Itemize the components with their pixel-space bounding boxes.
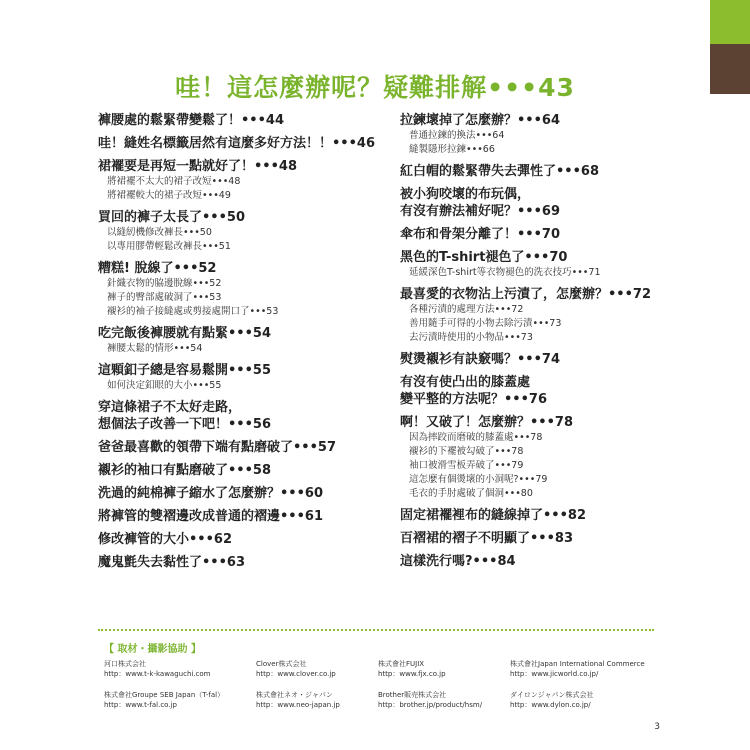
toc-subentry: 襯衫的下襬被勾破了•••78 — [409, 446, 524, 457]
toc-subentry: 毛衣的手肘處破了個洞•••80 — [409, 488, 533, 499]
credit-name: 株式會社FUJIX — [378, 660, 425, 668]
toc-entry: 魔鬼氈失去黏性了•••63 — [98, 555, 246, 570]
toc-entry: 洗過的純棉褲子縮水了怎麼辦？•••60 — [98, 486, 324, 501]
toc-section — [98, 439, 398, 456]
page-title: 哇！這怎麼辦呢？疑難排解•••43 — [175, 73, 575, 102]
toc-subentry: 將裙襬較大的裙子改短•••49 — [107, 190, 231, 201]
toc-section — [400, 186, 700, 220]
credit-url: http：www.clover.co.jp — [256, 670, 336, 678]
toc-section — [400, 351, 700, 368]
credit-item — [378, 690, 518, 710]
toc-section — [98, 554, 398, 571]
toc-section — [400, 530, 700, 547]
toc-section — [98, 158, 398, 203]
toc-section — [400, 553, 700, 570]
credit-url: http：www.t-k-kawaguchi.com — [104, 670, 211, 678]
toc-entry: 買回的褲子太長了•••50 — [98, 210, 246, 225]
credit-url: http：www.neo-japan.jp — [256, 701, 340, 709]
toc-entry: 爸爸最喜歡的領帶下端有點磨破了•••57 — [98, 440, 337, 455]
toc-section — [98, 135, 398, 152]
toc-subentry: 延緩深色T-shirt等衣物褪色的洗衣技巧•••71 — [409, 267, 601, 278]
toc-entry: 最喜愛的衣物沾上污漬了，怎麼辦？•••72 — [400, 287, 652, 302]
toc-subentry: 針織衣物的脇邊脫線•••52 — [107, 278, 222, 289]
toc-entry: 糟糕! 脫線了•••52 — [98, 261, 217, 276]
toc-entry: 褲腰處的鬆緊帶變鬆了！•••44 — [98, 113, 285, 128]
toc-right-column — [400, 112, 700, 576]
toc-subentry: 善用隨手可得的小物去除污漬•••73 — [409, 318, 562, 329]
toc-subentry: 普通拉鍊的換法•••64 — [409, 130, 505, 141]
toc-section — [400, 507, 700, 524]
toc-entry: 吃完飯後褲腰就有點緊•••54 — [98, 326, 272, 341]
toc-entry: 裙襬要是再短一點就好了！•••48 — [98, 159, 298, 174]
toc-subentry: 如何決定釦眼的大小•••55 — [107, 380, 222, 391]
toc-section — [98, 362, 398, 393]
credit-item — [104, 659, 244, 679]
toc-entry: 傘布和骨架分離了！•••70 — [400, 227, 561, 242]
toc-entry: 紅白帽的鬆緊帶失去彈性了•••68 — [400, 164, 600, 179]
toc-section — [400, 249, 700, 280]
credit-name: Brother販売株式会社 — [378, 691, 447, 699]
toc-section — [400, 374, 700, 408]
toc-section — [400, 163, 700, 180]
toc-entry: 拉鍊壞掉了怎麼辦？•••64 — [400, 113, 561, 128]
credit-url: http：www.fjx.co.jp — [378, 670, 446, 678]
toc-section — [98, 508, 398, 525]
toc-section — [400, 226, 700, 243]
toc-subentry: 縫製隱形拉鍊•••66 — [409, 144, 495, 155]
toc-section — [98, 112, 398, 129]
credit-name: 株式會社Groupe SEB Japan（T-fal） — [104, 691, 225, 699]
credit-item — [510, 659, 650, 679]
toc-section — [98, 325, 398, 356]
toc-section — [98, 462, 398, 479]
credits-title: 【 取材・攝影協助 】 — [104, 644, 201, 655]
credit-item — [256, 690, 396, 710]
toc-subentry: 去污漬時使用的小物品•••73 — [409, 332, 533, 343]
toc-subentry: 這怎麼有個燙壞的小洞呢?•••79 — [409, 474, 548, 485]
credit-name: Clover株式会社 — [256, 660, 307, 668]
toc-subentry: 襯衫的袖子接縫處或剪接處開口了•••53 — [107, 306, 279, 317]
toc-entry: 固定裙襬裡布的縫線掉了•••82 — [400, 508, 587, 523]
credit-url: http：brother.jp/product/hsm/ — [378, 701, 483, 709]
toc-section — [98, 485, 398, 502]
toc-entry: 哇！縫姓名標籤居然有這麼多好方法！！•••46 — [98, 136, 376, 151]
credit-name: 株式會社ネオ・ジャパン — [256, 691, 333, 699]
credit-item — [104, 690, 244, 710]
toc-section — [98, 531, 398, 548]
credit-url: http：www.t-fal.co.jp — [104, 701, 177, 709]
credit-url: http：www.dylon.co.jp/ — [510, 701, 591, 709]
toc-section — [98, 209, 398, 254]
credit-url: http：www.jicworld.co.jp/ — [510, 670, 599, 678]
toc-subentry: 以專用膠帶輕鬆改褲長•••51 — [107, 241, 231, 252]
toc-entry: 變平整的方法呢？•••76 — [400, 392, 548, 407]
toc-subentry: 將裙襬不太大的裙子改短•••48 — [107, 176, 241, 187]
toc-entry: 穿這條裙子不太好走路， — [98, 400, 242, 415]
toc-entry: 有沒有辦法補好呢？•••69 — [400, 204, 561, 219]
toc-subentry: 因為摔跤而磨破的膝蓋處•••78 — [409, 432, 543, 443]
toc-subentry: 褲腰太鬆的情形•••54 — [107, 343, 203, 354]
toc-entry: 有沒有使凸出的膝蓋處 — [400, 375, 531, 390]
credit-item — [510, 690, 650, 710]
toc-entry: 熨燙襯衫有訣竅嗎？•••74 — [400, 352, 561, 367]
toc-entry: 百褶裙的褶子不明顯了•••83 — [400, 531, 574, 546]
toc-section — [400, 286, 700, 345]
toc-section — [98, 260, 398, 319]
corner-accent-green — [710, 0, 750, 44]
divider — [98, 629, 654, 631]
credit-name: 株式會社Japan International Commerce — [510, 660, 645, 668]
toc-subentry: 以縫紉機修改褲長•••50 — [107, 227, 212, 238]
toc-section — [400, 112, 700, 157]
toc-entry: 黑色的T-shirt褪色了•••70 — [400, 250, 568, 265]
toc-entry: 修改褲管的大小•••62 — [98, 532, 233, 547]
credit-item — [378, 659, 518, 679]
toc-subentry: 褲子的臀部處破洞了•••53 — [107, 292, 222, 303]
toc-entry: 襯衫的袖口有點磨破了•••58 — [98, 463, 272, 478]
page-number: 3 — [654, 722, 660, 732]
credit-item — [256, 659, 396, 679]
toc-left-column — [98, 112, 398, 577]
toc-entry: 這樣洗行嗎?•••84 — [400, 554, 516, 569]
credit-name: 河口株式会社 — [104, 660, 146, 668]
toc-entry: 將褲管的雙褶邊改成普通的褶邊•••61 — [98, 509, 324, 524]
toc-section — [400, 414, 700, 501]
toc-subentry: 各種污漬的處理方法•••72 — [409, 304, 524, 315]
toc-entry: 啊！又破了！怎麼辦？•••78 — [400, 415, 574, 430]
toc-entry: 想個法子改善一下吧！•••56 — [98, 417, 272, 432]
toc-entry: 這顆釦子總是容易鬆開•••55 — [98, 363, 272, 378]
toc-section — [98, 399, 398, 433]
credit-name: ダイロンジャパン株式会社 — [510, 691, 594, 699]
toc-entry: 被小狗咬壞的布玩偶， — [400, 187, 531, 202]
toc-subentry: 袖口被滑雪板弄破了•••79 — [409, 460, 524, 471]
